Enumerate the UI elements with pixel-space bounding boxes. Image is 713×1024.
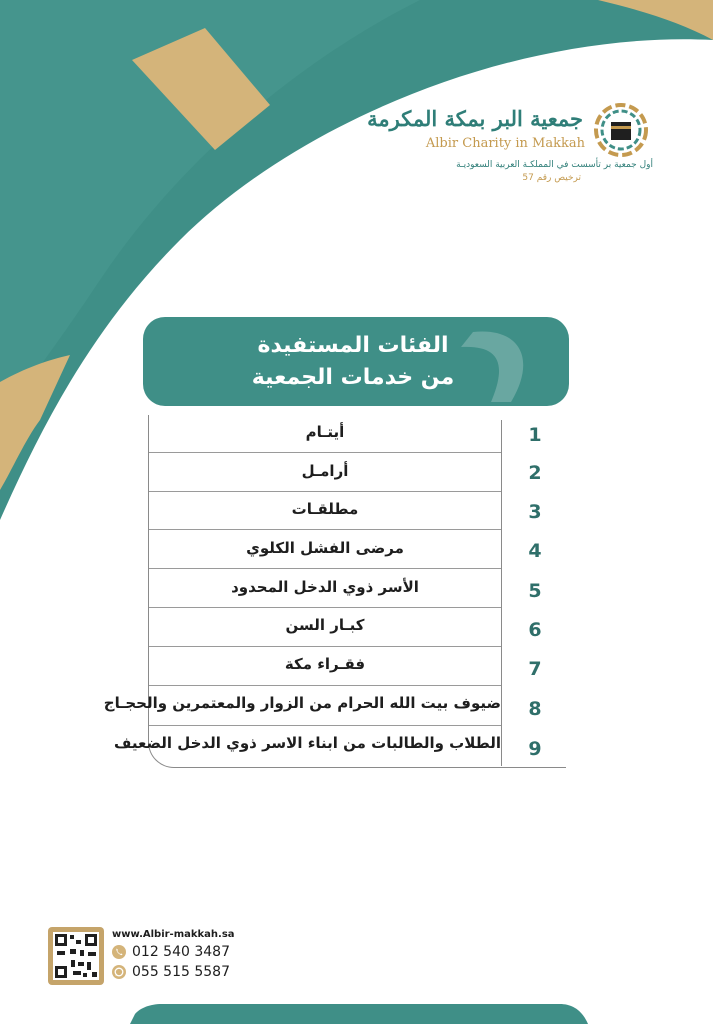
category-number: 3: [528, 501, 542, 523]
phone-icon: [112, 945, 126, 959]
category-label: مطلقـات: [291, 500, 359, 518]
table-row: [149, 568, 566, 607]
banner-title-line1: الفئات المستفيدة: [257, 333, 449, 358]
mobile-line: [112, 964, 235, 980]
category-number: 2: [528, 462, 542, 484]
table-row: [149, 452, 566, 491]
website-link[interactable]: www.Albir-makkah.sa: [112, 929, 235, 940]
kaaba-emblem-icon: [593, 102, 649, 158]
title-banner: [143, 317, 569, 406]
phone-number[interactable]: 012 540 3487: [132, 944, 230, 960]
category-label: ضيوف بيت الله الحرام من الزوار والمعتمرين والحجـاج: [103, 694, 501, 712]
logo-tagline: أول جمعية بر تأسست في المملكـة العربية السعوديـة: [456, 160, 653, 170]
logo-latin-name: Albir Charity in Makkah: [425, 136, 585, 151]
category-number: 7: [528, 658, 542, 680]
table-row: [149, 491, 566, 529]
beneficiary-table: [103, 415, 566, 768]
table-row: [149, 415, 566, 452]
banner-title-line2: من خدمات الجمعية: [251, 365, 455, 390]
table-row: [103, 685, 566, 725]
mobile-number[interactable]: 055 515 5587: [132, 964, 230, 980]
license-number: ترخيص رقم 57: [522, 173, 581, 183]
category-number: 9: [528, 738, 542, 760]
table-row: [149, 646, 566, 685]
category-number: 6: [528, 619, 542, 641]
category-number: 1: [528, 424, 542, 446]
category-label: كبـار السن: [285, 616, 365, 634]
category-label: أرامـل: [301, 462, 349, 480]
table-row: [149, 607, 566, 646]
qr-code-icon: [48, 927, 104, 985]
category-label: الطلاب والطالبات من ابناء الاسر ذوي الدخل الضعيف: [114, 734, 501, 752]
phone-line: [112, 944, 235, 960]
logo-arabic-name: جمعية البر بمكة المكرمة: [367, 106, 583, 131]
category-label: مرضى الفشل الكلوي: [246, 539, 404, 557]
category-label: أيتـام: [305, 423, 345, 441]
banner-stroke-decoration: [143, 317, 569, 406]
table-row: [149, 529, 566, 568]
contact-block: [112, 929, 235, 980]
whatsapp-icon: [112, 965, 126, 979]
table-row: [114, 725, 566, 766]
category-label: فقـراء مكة: [284, 655, 366, 673]
category-number: 5: [528, 580, 542, 602]
category-number: 8: [528, 698, 542, 720]
category-number: 4: [528, 540, 542, 562]
category-label: الأسر ذوي الدخل المحدود: [231, 578, 419, 596]
charity-logo: [367, 96, 655, 196]
